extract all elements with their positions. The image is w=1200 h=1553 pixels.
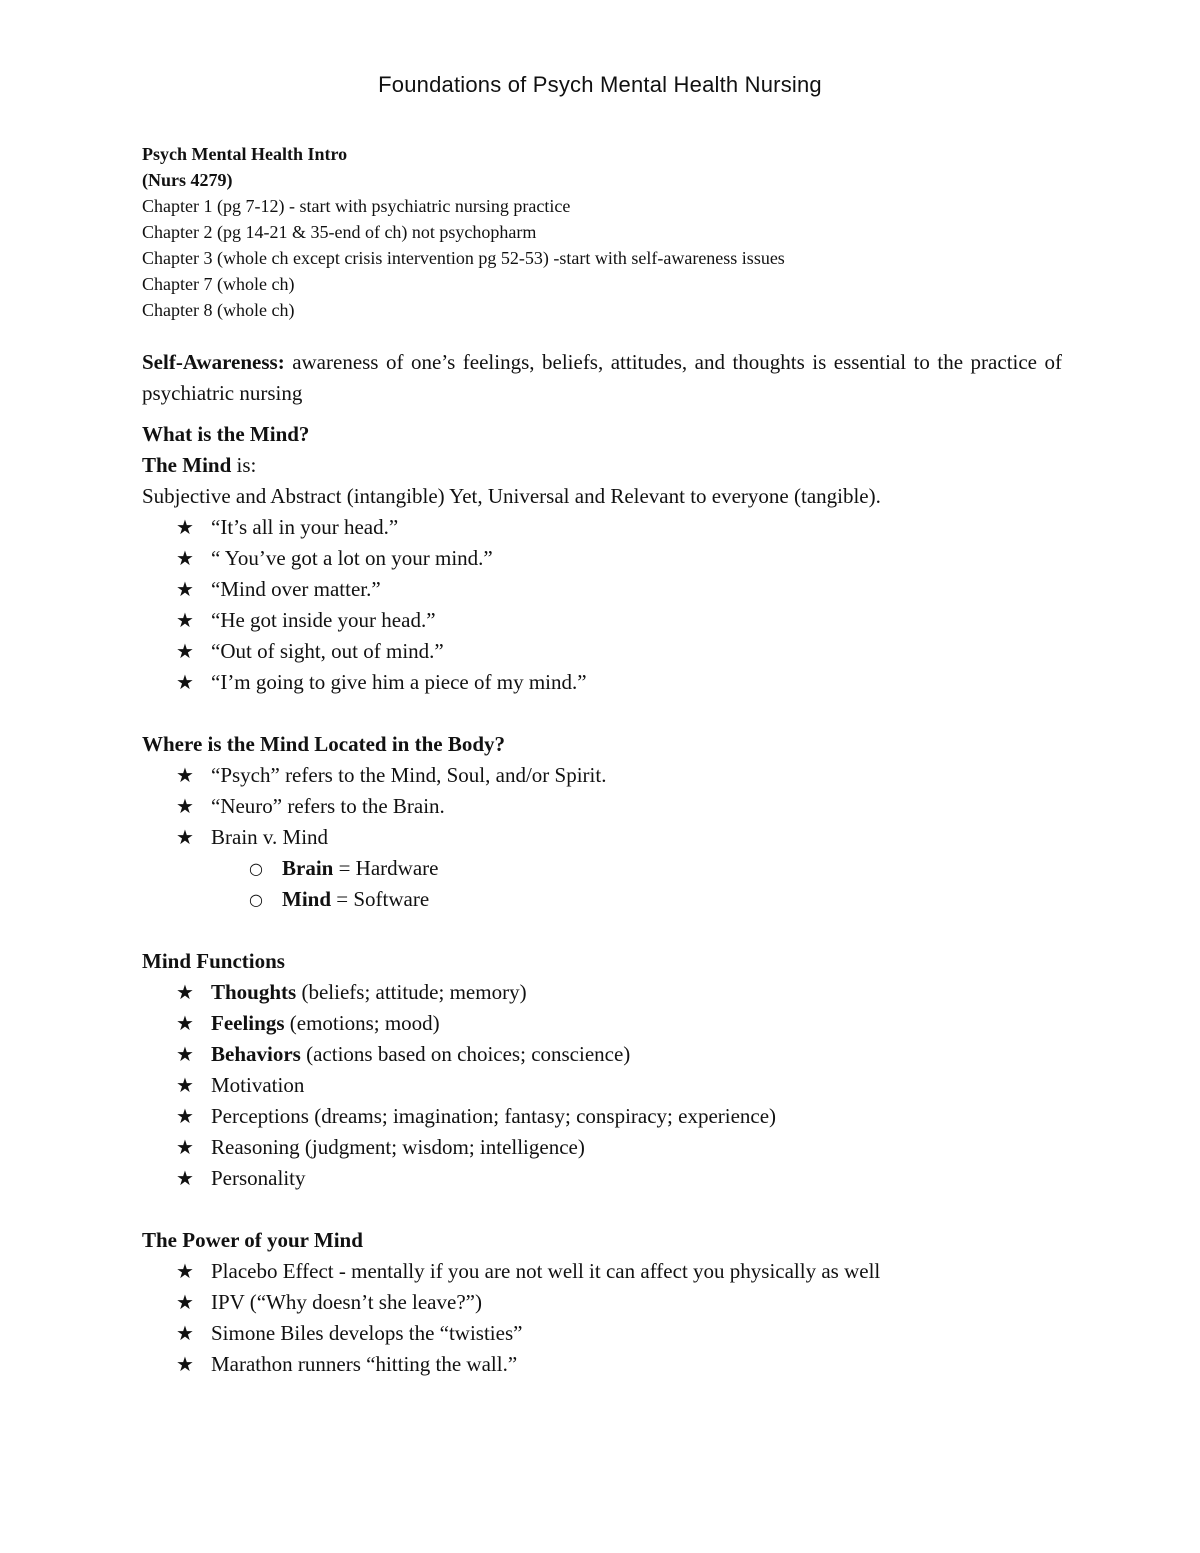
star-bullet-icon: ★ [176,1290,194,1314]
sub-item-bold: Mind [282,887,332,911]
list-item [142,1101,1062,1132]
chapter-line: Chapter 7 (whole ch) [142,274,295,294]
power-text: Placebo Effect - mentally if you are not well it can affect you physically as well [211,1259,881,1283]
mind-heading: What is the Mind? [142,422,310,446]
list-item [142,884,1062,915]
mind-lead [142,450,1062,481]
star-bullet-icon: ★ [176,1135,194,1159]
mind-description: Subjective and Abstract (intangible) Yet, Universal and Relevant to everyone (tangible). [142,484,881,508]
power-text: Simone Biles develops the “twisties” [211,1321,523,1345]
function-text: Reasoning (judgment; wisdom; intelligence) [211,1135,585,1159]
function-bold: Behaviors [211,1042,301,1066]
star-bullet-icon: ★ [176,1042,194,1066]
chapter-line: Chapter 2 (pg 14-21 & 35-end of ch) not psychopharm [142,222,537,242]
self-awareness-term: Self-Awareness: [142,350,285,374]
location-text: “Neuro” refers to the Brain. [211,794,445,818]
star-bullet-icon: ★ [176,1073,194,1097]
list-item [142,1287,1062,1318]
list-item [142,791,1062,822]
list-item [142,1349,1062,1380]
location-heading: Where is the Mind Located in the Body? [142,732,506,756]
star-bullet-icon: ★ [176,825,194,849]
star-bullet-icon: ★ [176,1352,194,1376]
saying-text: “Mind over matter.” [211,577,381,601]
star-bullet-icon: ★ [176,1166,194,1190]
function-bold: Feelings [211,1011,285,1035]
function-text: (actions based on choices; conscience) [300,1042,631,1066]
intro-heading: Psych Mental Health Intro [142,144,348,164]
list-item [142,574,1062,605]
sub-item-text: = Software [331,887,430,911]
course-code: (Nurs 4279) [142,170,233,190]
list-item [142,1070,1062,1101]
circle-bullet-icon: ○ [249,890,263,909]
list-item [142,605,1062,636]
location-text: Brain v. Mind [211,825,329,849]
star-bullet-icon: ★ [176,1321,194,1345]
star-bullet-icon: ★ [176,1259,194,1283]
functions-list [142,977,1062,1194]
mind-lead-bold: The Mind [142,453,232,477]
function-bold: Thoughts [211,980,297,1004]
star-bullet-icon: ★ [176,670,194,694]
power-heading: The Power of your Mind [142,1228,363,1252]
list-item [142,1256,1062,1287]
function-text: Motivation [211,1073,305,1097]
power-text: IPV (“Why doesn’t she leave?”) [211,1290,482,1314]
list-item [142,1039,1062,1070]
star-bullet-icon: ★ [176,577,194,601]
list-item [142,512,1062,543]
main-content [142,347,1062,1380]
self-awareness-paragraph [142,347,1062,409]
star-bullet-icon: ★ [176,639,194,663]
star-bullet-icon: ★ [176,546,194,570]
function-text: (emotions; mood) [284,1011,440,1035]
star-bullet-icon: ★ [176,1104,194,1128]
self-awareness-definition: awareness of one’s feelings, beliefs, attitudes, and thoughts is essential to the practice of psychiatric nursing [142,350,1062,405]
saying-text: “ You’ve got a lot on your mind.” [211,546,493,570]
star-bullet-icon: ★ [176,794,194,818]
list-item [142,636,1062,667]
list-item [142,853,1062,884]
sub-item-bold: Brain [282,856,334,880]
list-item [142,1132,1062,1163]
chapter-line: Chapter 3 (whole ch except crisis intervention pg 52-53) -start with self-awareness issues [142,248,785,268]
page-title: Foundations of Psych Mental Health Nursing [378,72,822,97]
list-item [142,1318,1062,1349]
saying-text: “Out of sight, out of mind.” [211,639,444,663]
saying-text: “He got inside your head.” [211,608,436,632]
power-text: Marathon runners “hitting the wall.” [211,1352,518,1376]
functions-heading: Mind Functions [142,949,285,973]
list-item [142,760,1062,791]
star-bullet-icon: ★ [176,763,194,787]
brain-mind-sublist [142,853,1062,915]
list-item [142,822,1062,853]
sub-item-text: = Hardware [333,856,439,880]
star-bullet-icon: ★ [176,608,194,632]
list-item [142,1008,1062,1039]
star-bullet-icon: ★ [176,515,194,539]
star-bullet-icon: ★ [176,980,194,1004]
intro-section [142,141,1092,323]
list-item [142,543,1062,574]
chapter-line: Chapter 8 (whole ch) [142,300,295,320]
function-text: Personality [211,1166,306,1190]
saying-text: “It’s all in your head.” [211,515,399,539]
mind-sayings-list [142,512,1062,698]
list-item [142,977,1062,1008]
circle-bullet-icon: ○ [249,859,263,878]
list-item [142,667,1062,698]
saying-text: “I’m going to give him a piece of my mind.” [211,670,587,694]
mind-lead-rest: is: [231,453,257,477]
power-list [142,1256,1062,1380]
function-text: Perceptions (dreams; imagination; fantasy; conspiracy; experience) [211,1104,777,1128]
list-item [142,1163,1062,1194]
location-list [142,760,1062,853]
chapter-line: Chapter 1 (pg 7-12) - start with psychiatric nursing practice [142,196,571,216]
star-bullet-icon: ★ [176,1011,194,1035]
function-text: (beliefs; attitude; memory) [296,980,527,1004]
location-text: “Psych” refers to the Mind, Soul, and/or Spirit. [211,763,607,787]
